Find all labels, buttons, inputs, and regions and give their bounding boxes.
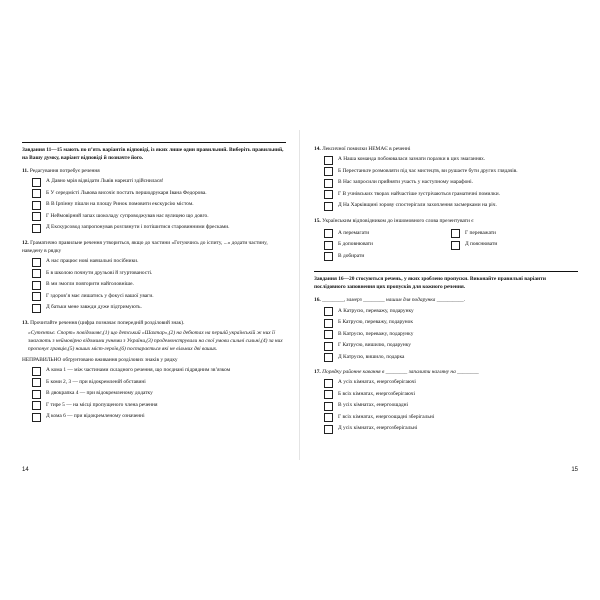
answer-checkbox[interactable] — [32, 378, 41, 387]
answer-checkbox[interactable] — [324, 342, 333, 351]
answer-checkbox[interactable] — [324, 202, 333, 211]
question-13-prompt: НЕПРАВИЛЬНО обґрунтовано вживання розділових знаків у рядку — [22, 356, 178, 363]
answer-checkbox[interactable] — [32, 269, 41, 278]
options-12 — [22, 257, 286, 313]
option-17-e[interactable]: Д усіх кімнатах, енергозберігальні — [324, 424, 578, 434]
option-14-b[interactable]: Б Перестаньте розмовляти під час мистецтв, ви рушаєте бути других глядачів. — [324, 167, 578, 177]
page-number-left: 14 — [22, 467, 29, 473]
answer-checkbox[interactable] — [32, 281, 41, 290]
answer-checkbox[interactable] — [324, 229, 333, 238]
answer-checkbox[interactable] — [32, 401, 41, 410]
question-12: 12. Граматично правильне речення утвориться, якщо до частини «Готуючись до іспиту, ...» додати частину, наведену в рядку — [22, 239, 268, 254]
answer-checkbox[interactable] — [451, 229, 460, 238]
option-16-a[interactable]: А Катрусю, переважу, подарунку — [324, 307, 578, 317]
answer-checkbox[interactable] — [32, 304, 41, 313]
answer-checkbox[interactable] — [324, 307, 333, 316]
answer-checkbox[interactable] — [324, 390, 333, 399]
answer-checkbox[interactable] — [324, 241, 333, 250]
instruction-11-15: Завдання 11—15 мають по п’ять варіантів відповіді, із яких лише один правильний. Виберіть правильний, на Вашу думку, варіант відповіді й позначте його. — [22, 142, 286, 162]
option-13-d[interactable]: Г тире 5 — на місці пропущеного члена речення — [32, 401, 286, 411]
question-14: 14. Лексичної помилки НЕМАЄ в реченні — [314, 146, 411, 152]
answer-checkbox[interactable] — [324, 167, 333, 176]
options-16 — [314, 307, 578, 363]
option-16-b[interactable]: Б Катрусю, переважу, подарунок — [324, 318, 578, 328]
answer-checkbox[interactable] — [324, 252, 333, 261]
answer-checkbox[interactable] — [32, 212, 41, 221]
option-16-d[interactable]: Г Катрусю, вишилю, подарунку — [324, 341, 578, 351]
question-17: 17. Порядку районне кавання в ________ запалити нагляну на ________ — [314, 369, 479, 376]
answer-checkbox[interactable] — [32, 413, 41, 422]
options-17 — [314, 378, 578, 434]
answer-checkbox[interactable] — [32, 390, 41, 399]
option-15-c[interactable]: В добирати — [324, 252, 451, 262]
answer-checkbox[interactable] — [32, 258, 41, 267]
question-16: 16. ________, замерз ________ нашим для подарунка __________. — [314, 297, 466, 304]
option-14-c[interactable]: В Нас запросили прийняти участь у наступному марафоні. — [324, 178, 578, 188]
options-13 — [22, 366, 286, 422]
question-13: 13. Прочитайте речення (цифра позначає попередній розділовий знак). — [22, 319, 185, 326]
answer-checkbox[interactable] — [324, 156, 333, 165]
option-13-b[interactable]: Б коми 2, 3 — при відокремленій обставині — [32, 378, 286, 388]
question-11: 11. Редагування потребує речення — [22, 168, 100, 175]
answer-checkbox[interactable] — [324, 319, 333, 328]
page-number-right: 15 — [571, 467, 578, 473]
option-17-b[interactable]: Б всіх кімнатах, енергозберігаючі — [324, 390, 578, 400]
answer-checkbox[interactable] — [32, 367, 41, 376]
answer-checkbox[interactable] — [324, 379, 333, 388]
options-15 — [324, 227, 578, 262]
passage-13: «Сутєнтьє. Спорт» повідомляє,(1) що детський «Шахтар»,(2) на дебютах на першій українській ж них її змагають з неймовірно відомими учнями з України,(3) продемонстрували на свої умови сильні сильні,(4) за них пропонує гравців,(5) наших міст-героїв,(6) постарається які не вільних дві ваших. — [28, 329, 283, 352]
option-13-e[interactable]: Д кома 6 — при відокремленому означенні — [32, 412, 286, 422]
option-17-d[interactable]: Г всіх кімнатах, енергоощадні зберігальні — [324, 413, 578, 423]
option-16-c[interactable]: В Катрусю, переважу, подарунку — [324, 330, 578, 340]
answer-checkbox[interactable] — [324, 190, 333, 199]
answer-checkbox[interactable] — [324, 402, 333, 411]
option-11-d[interactable]: Г Неймовірний запах шоколаду супроводжував нас вулицею що довго. — [32, 212, 286, 222]
answer-checkbox[interactable] — [32, 224, 41, 233]
option-12-d[interactable]: Г здоров’я має лишатись у фокусі вашої уваги. — [32, 292, 286, 302]
option-15-e[interactable]: Д пояснювати — [451, 240, 578, 250]
option-15-b[interactable]: Б доповнювати — [324, 240, 451, 250]
answer-checkbox[interactable] — [324, 425, 333, 434]
option-11-c[interactable]: В В Ірпінну пішли на площу Ринок помовити екскурсію містом. — [32, 200, 286, 210]
options-14 — [314, 155, 578, 211]
option-17-a[interactable]: А усіх кімнатах, енергозберігаючі — [324, 378, 578, 388]
instruction-16-20: Завдання 16—20 стосуються речень, у яких зроблено пропуски. Виконайте правильні варіанти послідовного заповнення цих пропусків для кожного речення. — [314, 271, 578, 291]
option-13-c[interactable]: В двокрапка 4 — при відокремленому додатку — [32, 389, 286, 399]
option-11-e[interactable]: Д Екскурсовод запропонував розглянути і потішитися старовинними фресками. — [32, 223, 286, 233]
answer-checkbox[interactable] — [32, 178, 41, 187]
option-11-b[interactable]: Б У середмісті Львова височіє постать першодрукаря Івана Федорова. — [32, 189, 286, 199]
right-page — [300, 0, 600, 600]
option-16-e[interactable]: Д Катрусю, вишило, подарка — [324, 353, 578, 363]
option-15-d[interactable]: Г переважати — [451, 229, 578, 239]
option-14-a[interactable]: А Наша команда побоювалася зазнати поразки в цих змаганнях. — [324, 155, 578, 165]
answer-checkbox[interactable] — [324, 179, 333, 188]
answer-checkbox[interactable] — [32, 189, 41, 198]
option-12-e[interactable]: Д батьки мене завжди дуже підтримують. — [32, 303, 286, 313]
question-15: 15. Українським відповідником до іншомовного слова презентувати є — [314, 217, 474, 224]
option-12-c[interactable]: В ми змогли повторити найголовніше. — [32, 280, 286, 290]
answer-checkbox[interactable] — [32, 292, 41, 301]
option-12-a[interactable]: А нас працює нові навчальні посібники. — [32, 257, 286, 267]
option-17-c[interactable]: В усіх кімнатах, енергоощадні — [324, 401, 578, 411]
option-14-d[interactable]: Г В учнівських творах найчастіше зустрічаються граматичні помилки. — [324, 190, 578, 200]
options-11 — [22, 177, 286, 233]
answer-checkbox[interactable] — [451, 241, 460, 250]
answer-checkbox[interactable] — [324, 353, 333, 362]
option-12-b[interactable]: Б в школою почнути друзьові й згуртованості. — [32, 269, 286, 279]
option-13-a[interactable]: А кома 1 — між частинами складного речення, що поєднані підрядним зв’язком — [32, 366, 286, 376]
answer-checkbox[interactable] — [32, 201, 41, 210]
option-15-a[interactable]: А перемагати — [324, 229, 451, 239]
option-14-e[interactable]: Д На Харківщині зорову спостерігали захоплення засмерками на річ. — [324, 201, 578, 211]
answer-checkbox[interactable] — [324, 413, 333, 422]
answer-checkbox[interactable] — [324, 330, 333, 339]
option-11-a[interactable]: А Давно мрія відвідати Львів нарешті здійснилася! — [32, 177, 286, 187]
